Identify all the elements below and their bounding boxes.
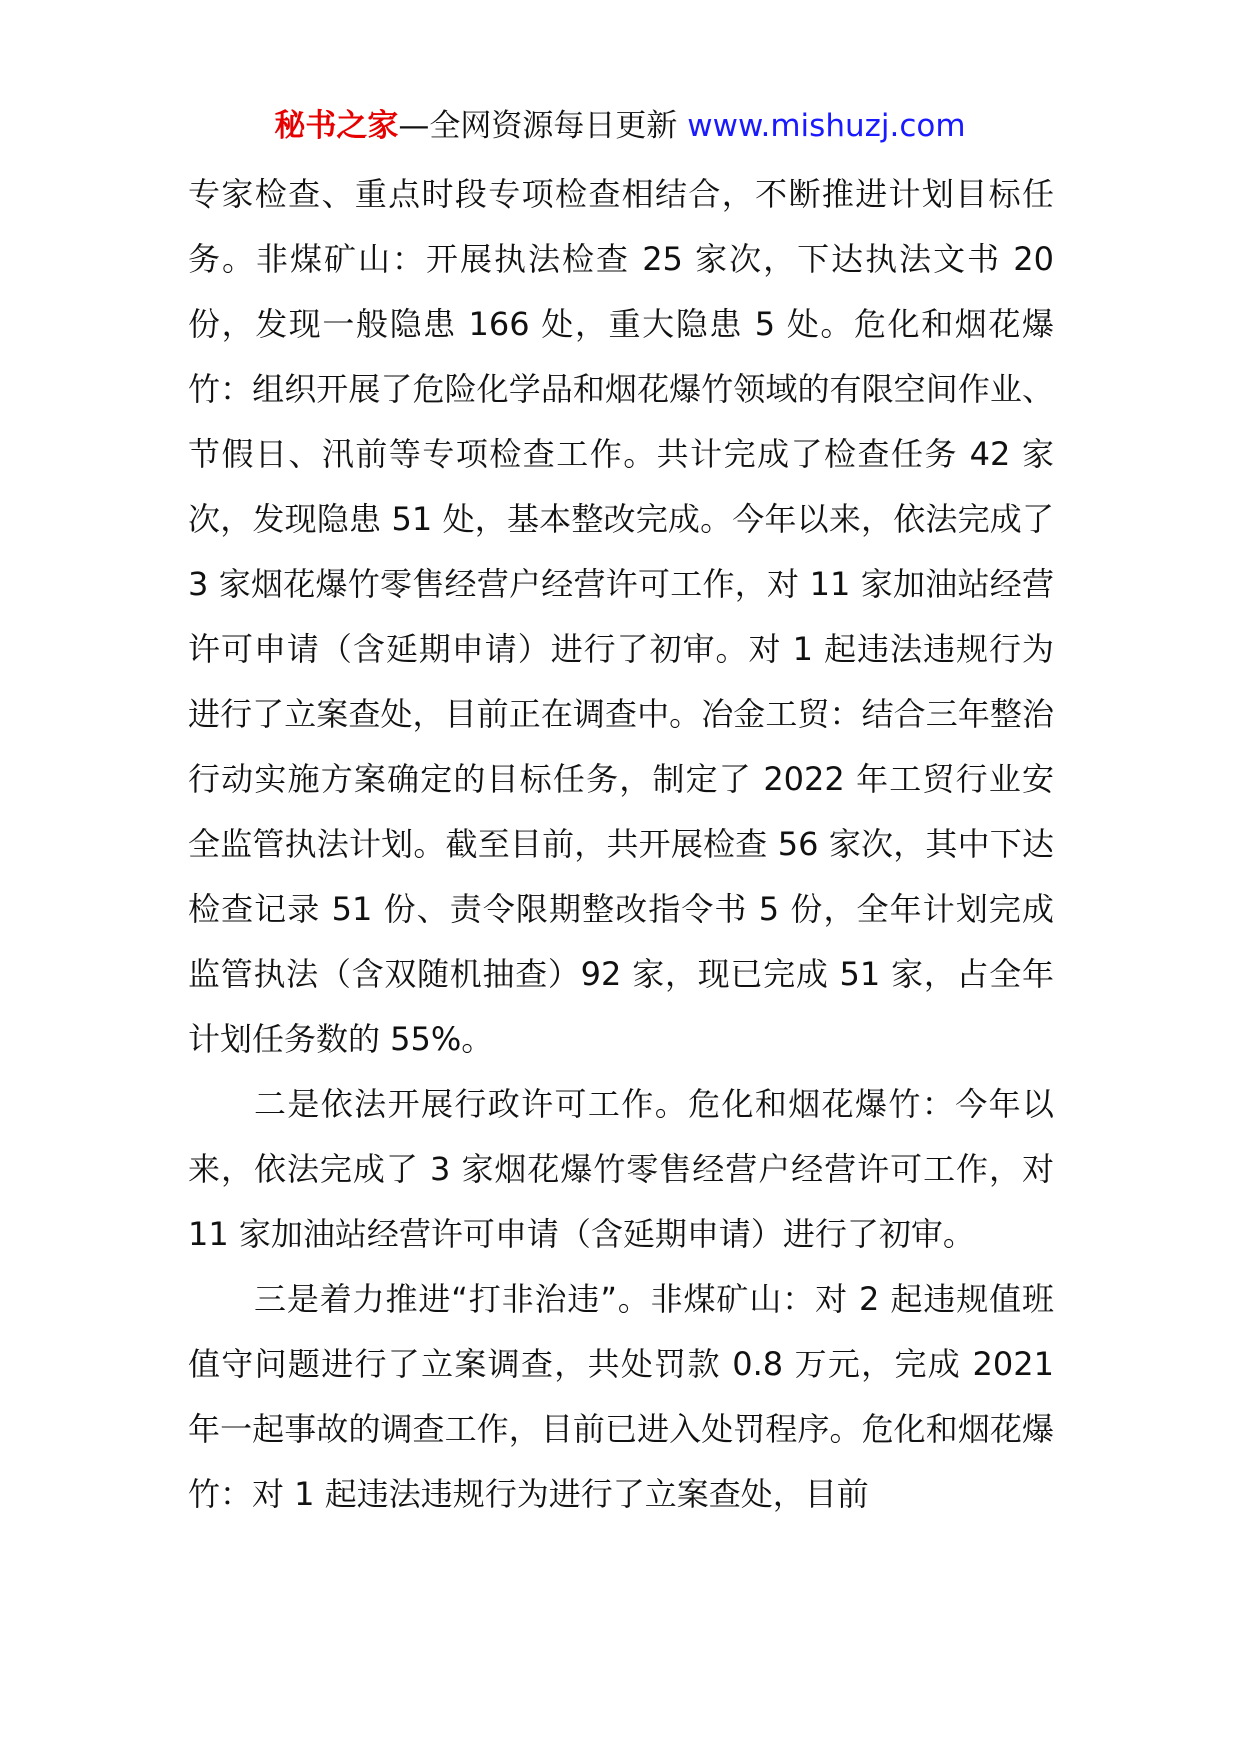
paragraph-continued: 专家检查、重点时段专项检查相结合，不断推进计划目标任务。非煤矿山：开展执法检查 25 家次，下达执法文书 20 份，发现一般隐患 166 处，重大隐患 5 处。危化和烟花爆竹：组织开展了危险化学品和烟花爆竹领域的有限空间作业、节假日、汛前等专项检查工作。共计完成了检查任务 42 家次，发现隐患 51 处，基本整改完成。今年以来，依法完成了 3 家烟花爆竹零售经营户经营许可工作，对 11 家加油站经营许可申请（含延期申请）进行了初审。对 1 起违法违规行为进行了立案查处，目前正在调查中。冶金工贸：结合三年整治行动实施方案确定的目标任务，制定了 2022 年工贸行业安全监管执法计划。截至目前，共开展检查 56 家次，其中下达检查记录 51 份、责令限期整改指令书 5 份，全年计划完成监管执法（含双随机抽查）92 家，现已完成 51 家，占全年计划任务数的 55%。 (188, 175, 1054, 1058)
website-link[interactable]: www.mishuzj.com (687, 108, 966, 144)
paragraph-crackdown: 三是着力推进“打非治违”。非煤矿山：对 2 起违规值班值守问题进行了立案调查，共处罚款 0.8 万元，完成 2021 年一起事故的调查工作，目前已进入处罚程序。危化和烟花爆竹：对 1 起违法违规行为进行了立案查处，目前 (188, 1280, 1054, 1513)
page-header (0, 104, 1240, 148)
document-body (188, 162, 1054, 1527)
header-tagline: —全网资源每日更新 (398, 108, 688, 144)
paragraph-administrative-licensing: 二是依法开展行政许可工作。危化和烟花爆竹：今年以来，依法完成了 3 家烟花爆竹零售经营户经营许可工作，对 11 家加油站经营许可申请（含延期申请）进行了初审。 (188, 1085, 1054, 1253)
brand-name: 秘书之家 (274, 108, 399, 144)
